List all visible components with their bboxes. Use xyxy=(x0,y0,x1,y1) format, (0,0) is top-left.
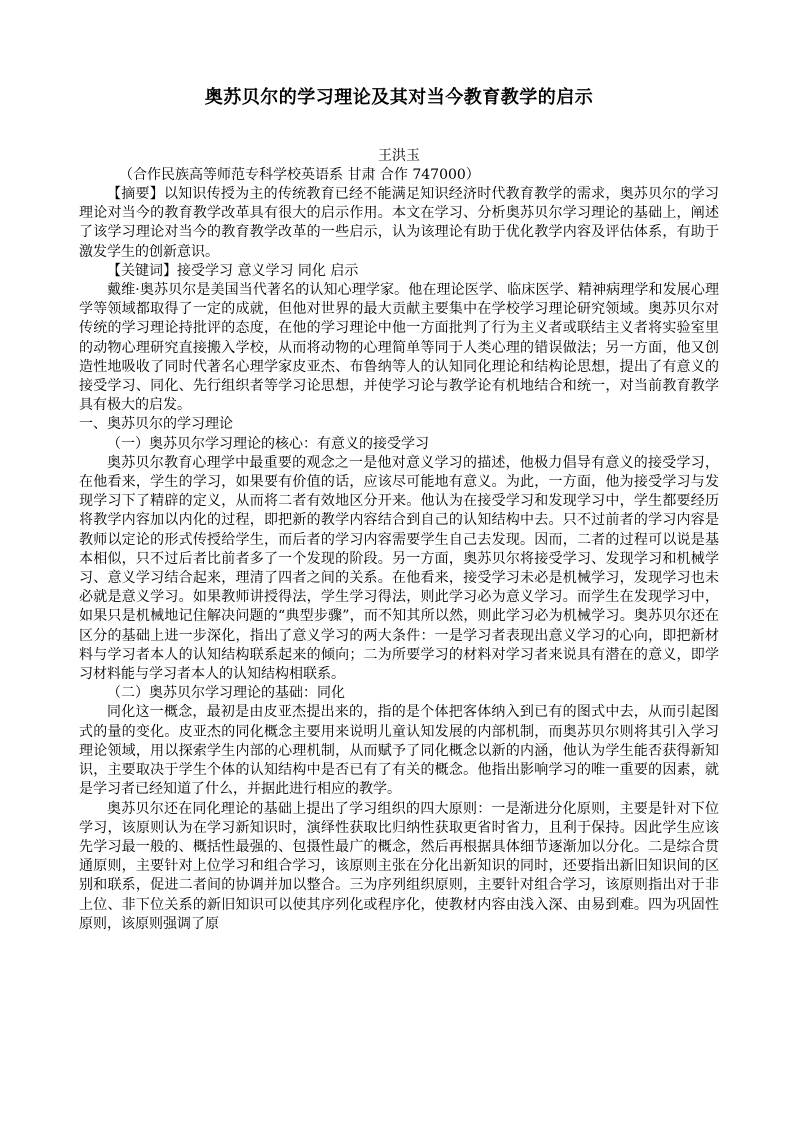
author-affiliation: （合作民族高等师范专科学校英语系 甘肃 合作 747000） xyxy=(119,167,480,183)
abstract-label: 【摘要】 xyxy=(107,186,164,202)
body-paragraph: 奥苏贝尔教育心理学中最重要的观念之一是他对意义学习的描述，他极力倡导有意义的接受学习，在他看来，学生的学习，如果要有价值的话，应该尽可能地有意义。为此，一方面，他为接受学习与发现学习下了精辟的定义，从而将二者有效地区分开来。他认为在接受学习和发现学习中，学生都要经历将教学内容加以内化的过程，即把新的教学内容结合到自己的认知结构中去。只不过前者的学习内容是教师以定论的形式传授给学生，而后者的学习内容需要学生自己去发现。因而，二者的过程可以说是基本相似，只不过后者比前者多了一个发现的阶段。另一方面，奥苏贝尔将接受学习、发现学习和机械学习、意义学习结合起来，理清了四者之间的关系。在他看来，接受学习未必是机械学习，发现学习也未必就是意义学习。如果教师讲授得法，学生学习得法，则此学习必为意义学习。而学生在发现学习中，如果只是机械地记住解决问题的“典型步骤”，而不知其所以然，则此学习必为机械学习。奥苏贝尔还在区分的基础上进一步深化，指出了意义学习的两大条件：一是学习者表现出意义学习的心向，即把新材料与学习者本人的认知结构联系起来的倾向；二为所要学习的材料对学习者来说具有潜在的意义，即学习材料能与学习者本人的认知结构相联系。 xyxy=(79,454,719,683)
section-heading: 一、奥苏贝尔的学习理论 xyxy=(79,416,233,433)
author-name: 王洪玉 xyxy=(378,148,420,164)
subsection-heading-2: （二）奥苏贝尔学习理论的基础：同化 xyxy=(107,685,345,702)
document-page xyxy=(79,86,719,934)
abstract xyxy=(79,185,719,262)
body-paragraph: 奥苏贝尔还在同化理论的基础上提出了学习组织的四大原则：一是渐进分化原则，主要是针对下位学习，该原则认为在学习新知识时，演绎性获取比归纳性获取更省时省力，且利于保持。因此学生应该先学习最一般的、概括性最强的、包摄性最广的概念，然后再根据具体细节逐渐加以分化。二是综合贯通原则，主要针对上位学习和组合学习，该原则主张在分化出新知识的同时，还要指出新旧知识间的区别和联系，促进二者间的协调并加以整合。三为序列组织原则，主要针对组合学习，该原则指出对于非上位、非下位关系的新旧知识可以使其序列化或程序化，使教材内容由浅入深、由易到难。四为巩固性原则，该原则强调了原 xyxy=(79,800,719,932)
subsection-heading-1: （一）奥苏贝尔学习理论的核心：有意义的接受学习 xyxy=(107,435,429,452)
keywords-text: 接受学习 意义学习 同化 启示 xyxy=(177,262,359,279)
intro-paragraph: 戴维·奥苏贝尔是美国当代著名的认知心理学家。他在理论医学、临床医学、精神病理学和发展心理学等领域都取得了一定的成就，但他对世界的最大贡献主要集中在学校学习理论研究领域。奥苏贝尔对传统的学习理论持批评的态度，在他的学习理论中他一方面批判了行为主义者或联结主义者将实验室里的动物心理研究直接搬入学校，从而将动物的心理简单等同于人类心理的错误做法；另一方面，他又创造性地吸收了同时代著名心理学家皮亚杰、布鲁纳等人的认知同化理论和结构论思想，提出了有意义的接受学习、同化、先行组织者等学习论思想，并使学习论与教学论有机地结合和统一，对当前教育教学具有极大的启发。 xyxy=(79,282,719,414)
body-paragraph: 同化这一概念，最初是由皮亚杰提出来的，指的是个体把客体纳入到已有的图式中去，从而引起图式的量的变化。皮亚杰的同化概念主要用来说明儿童认知发展的内部机制，而奥苏贝尔则将其引入学习理论领域，用以探索学生内部的心理机制，从而赋予了同化概念以新的内涵，他认为学生能否获得新知识，主要取决于学生个体的认知结构中是否已有了有关的概念。他指出影响学习的唯一重要的因素，就是学习者已经知道了什么，并据此进行相应的教学。 xyxy=(79,704,719,798)
keywords-label: 【关键词】 xyxy=(107,262,177,279)
keywords xyxy=(79,262,719,281)
paper-title: 奥苏贝尔的学习理论及其对当今教育教学的启示 xyxy=(204,87,594,108)
abstract-text: 以知识传授为主的传统教育已经不能满足知识经济时代教育教学的需求，奥苏贝尔的学习理论对当今的教育教学改革具有很大的启示作用。本文在学习、分析奥苏贝尔学习理论的基础上，阐述了该学习理论对当今的教育教学改革的一些启示，认为该理论有助于优化教学内容及评估体系，有助于激发学生的创新意识。 xyxy=(79,186,719,260)
